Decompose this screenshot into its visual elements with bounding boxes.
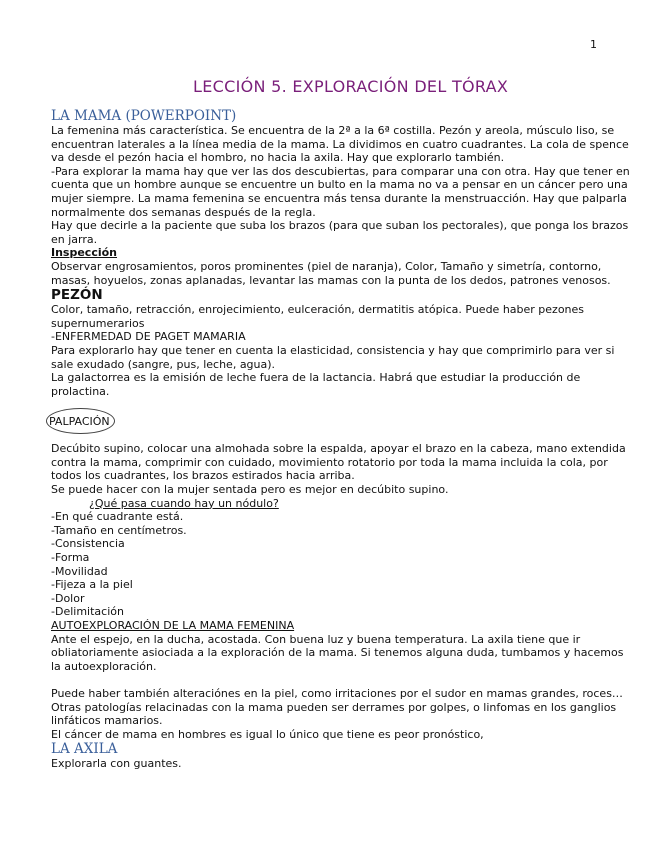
page-title: LECCIÓN 5. EXPLORACIÓN DEL TÓRAX xyxy=(193,77,509,96)
auto-paragraph-4: El cáncer de mama en hombres es igual lo único que tiene es peor pronóstico, xyxy=(51,727,484,741)
page-number: 1 xyxy=(590,38,597,51)
list-item: -Fijeza a la piel xyxy=(51,578,133,592)
heading-pezon: PEZÓN xyxy=(51,287,103,304)
heading-inspeccion: Inspección xyxy=(51,246,118,260)
list-item: -Movilidad xyxy=(51,564,108,578)
heading-palpacion: PALPACIÓN xyxy=(46,408,115,434)
list-item: -En qué cuadrante está. xyxy=(51,510,184,524)
heading-la-mama: LA MAMA (POWERPOINT) xyxy=(51,108,237,124)
pezon-paragraph-4: La galactorrea es la emisión de leche fuera de la lactancia. Habrá que estudiar la producción de prolactina. xyxy=(51,371,581,398)
pezon-paragraph-2: -ENFERMEDAD DE PAGET MAMARIA xyxy=(51,330,246,344)
document-body xyxy=(51,108,631,771)
palpacion-paragraph-1: Decúbito supino, colocar una almohada sobre la espalda, apoyar el brazo en la cabeza, mano extendida contra la mama, comprimir con cuidado, movimiento rotatorio por toda la mama incluida la cola, por todos los cuadrantes, los brazos estirados hacia arriba. xyxy=(51,442,626,483)
palpacion-paragraph-2: Se puede hacer con la mujer sentada pero es mejor en decúbito supino. xyxy=(51,483,449,497)
heading-la-axila: LA AXILA xyxy=(51,741,118,758)
list-item: -Dolor xyxy=(51,591,85,605)
inspeccion-paragraph: Observar engrosamientos, poros prominentes (piel de naranja), Color, Tamaño y simetría, contorno, masas, hoyuelos, zonas aplanadas, levantar las mamas con la punta de los dedos, patrones venosos. xyxy=(51,259,611,287)
list-item: -Forma xyxy=(51,551,90,565)
pezon-paragraph-1: Color, tamaño, retracción, enrojecimiento, eulceración, dermatitis atópica. Puede haber pezones supernumerarios xyxy=(51,303,585,330)
spacer xyxy=(51,673,631,687)
list-item: -Tamaño en centímetros. xyxy=(51,523,187,537)
mama-paragraph-2: -Para explorar la mama hay que ver las dos descubiertas, para comparar una con otra. Hay que tener en cuenta que un hombre aunque se encuentre un bulto en la mama no va a pensar en un cáncer pero una mujer siempre. La mama femenina se encuentra más tensa durante la menstruacción. Hay que palparla normalmente dos semanas después de la regla. xyxy=(51,164,630,219)
heading-autoexploracion: AUTOEXPLORACIÓN DE LA MAMA FEMENINA xyxy=(51,619,295,632)
list-item: -Delimitación xyxy=(51,605,124,619)
auto-paragraph-3: Otras patologías relacinadas con la mama pueden ser derrames por golpes, o linfomas en los ganglios linfáticos mamarios. xyxy=(51,700,617,728)
list-item: -Consistencia xyxy=(51,537,125,551)
mama-paragraph-1: La femenina más característica. Se encuentra de la 2ª a la 6ª costilla. Pezón y areola, músculo liso, se encuentran laterales a la línea media de la mama. La dividimos en cuatro cuadrantes. La cola de spence va desde el pezón hacia el hombro, no hacia la axila. Hay que explorarlo también. xyxy=(51,124,629,165)
nodulo-question: ¿Qué pasa cuando hay un nódulo? xyxy=(89,496,279,510)
auto-paragraph-2: Puede haber también alteraciónes en la piel, como irritaciones por el sudor en mamas grandes, roces… xyxy=(51,686,623,700)
axila-paragraph: Explorarla con guantes. xyxy=(51,757,182,771)
auto-paragraph-1: Ante el espejo, en la ducha, acostada. Con buena luz y buena temperatura. La axila tiene que ir obliatoriamente asiociada a la exploración de la mama. Si tenemos alguna duda, tumbamos y hacemos la autoexploración. xyxy=(51,632,624,673)
pezon-paragraph-3: Para explorarlo hay que tener en cuenta la elasticidad, consistencia y hay que comprimirlo para ver si sale exudado (sangre, pus, leche, agua). xyxy=(51,343,615,371)
mama-paragraph-3: Hay que decirle a la paciente que suba los brazos (para que suban los pectorales), que ponga los brazos en jarra. xyxy=(51,219,629,246)
